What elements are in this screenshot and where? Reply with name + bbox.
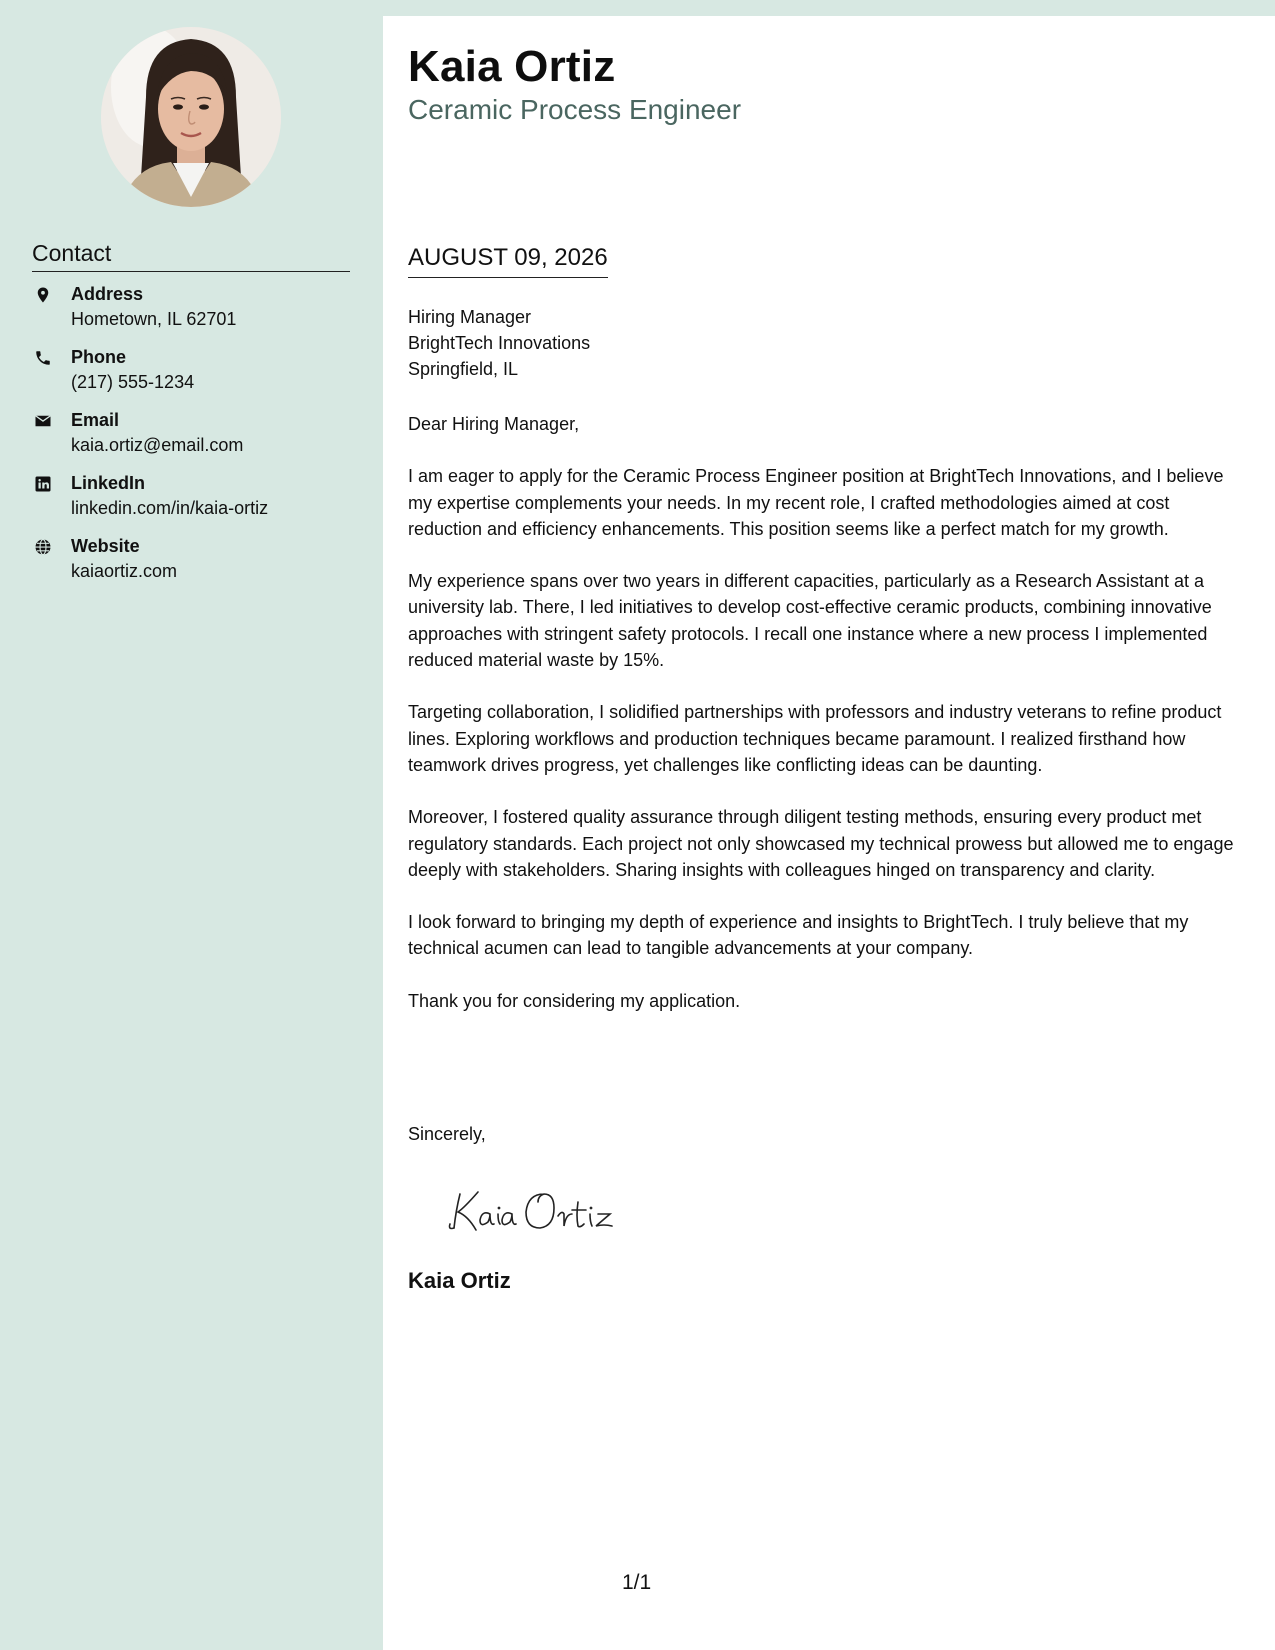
body-paragraph: Moreover, I fostered quality assurance through diligent testing methods, ensuring every product met regulatory standards. Each project not only showcased my technical prowess but allowed me to engage deeply with stakeholders. Sharing insights with colleagues hinged on transparency and clarity.: [408, 807, 1234, 880]
signer-name: Kaia Ortiz: [408, 1268, 511, 1293]
contact-linkedin: [32, 473, 362, 536]
contact-email: [32, 410, 362, 473]
recipient-block: [408, 304, 590, 382]
envelope-icon: [34, 412, 52, 430]
contact-label: Address: [71, 284, 144, 304]
closing: Sincerely,: [408, 1124, 486, 1144]
body-paragraph: I look forward to bringing my depth of experience and insights to BrightTech. I truly believe that my technical acumen can lead to tangible advancements at your company.: [408, 912, 1189, 959]
recipient-line: Springfield, IL: [408, 359, 519, 379]
profile-photo: [101, 27, 281, 207]
contact-list: [32, 284, 362, 599]
contact-heading: Contact: [32, 240, 350, 272]
contact-website: [32, 536, 362, 599]
body-paragraph: I am eager to apply for the Ceramic Process Engineer position at BrightTech Innovations, and I believe my expertise complements your needs. In my recent role, I crafted methodologies aimed at cost reduction and efficiency enhancements. This position seems like a perfect match for my growth.: [408, 466, 1224, 539]
contact-value[interactable]: kaia.ortiz@email.com: [71, 435, 244, 455]
body-paragraph: My experience spans over two years in different capacities, particularly as a Research Assistant at a university lab. There, I led initiatives to develop cost-effective ceramic products, combining innovative approaches with stringent safety protocols. I recall one instance where a new process I implemented reduced material waste by 15%.: [408, 571, 1212, 671]
recipient-line: BrightTech Innovations: [408, 333, 591, 353]
applicant-name: Kaia Ortiz: [408, 42, 616, 91]
contact-value[interactable]: linkedin.com/in/kaia-ortiz: [71, 498, 269, 518]
signature: [446, 1180, 646, 1240]
body-paragraph: Targeting collaboration, I solidified partnerships with professors and industry veterans to refine product lines. Exploring workflows and production techniques became paramount. I realized firsthand how teamwork drives progress, yet challenges like conflicting ideas can be daunting.: [408, 702, 1222, 775]
letter-body: [408, 411, 1248, 1040]
globe-icon: [34, 538, 52, 556]
contact-address: [32, 284, 362, 347]
recipient-line: Hiring Manager: [408, 307, 532, 327]
letter-date: AUGUST 09, 2026: [408, 244, 608, 278]
contact-value: Hometown, IL 62701: [71, 309, 237, 329]
salutation: Dear Hiring Manager,: [408, 414, 580, 434]
contact-value: (217) 555-1234: [71, 372, 195, 392]
contact-label: Website: [71, 536, 140, 556]
body-paragraph: Thank you for considering my application.: [408, 990, 741, 1011]
contact-value[interactable]: kaiaortiz.com: [71, 561, 178, 581]
linkedin-icon: [34, 475, 52, 493]
contact-label: Email: [71, 410, 120, 430]
phone-icon: [34, 349, 52, 367]
contact-label: Phone: [71, 347, 127, 367]
contact-label: LinkedIn: [71, 473, 146, 493]
map-pin-icon: [34, 286, 52, 304]
job-title: Ceramic Process Engineer: [408, 94, 742, 125]
page-number: 1/1: [622, 1571, 652, 1594]
contact-phone: [32, 347, 362, 410]
